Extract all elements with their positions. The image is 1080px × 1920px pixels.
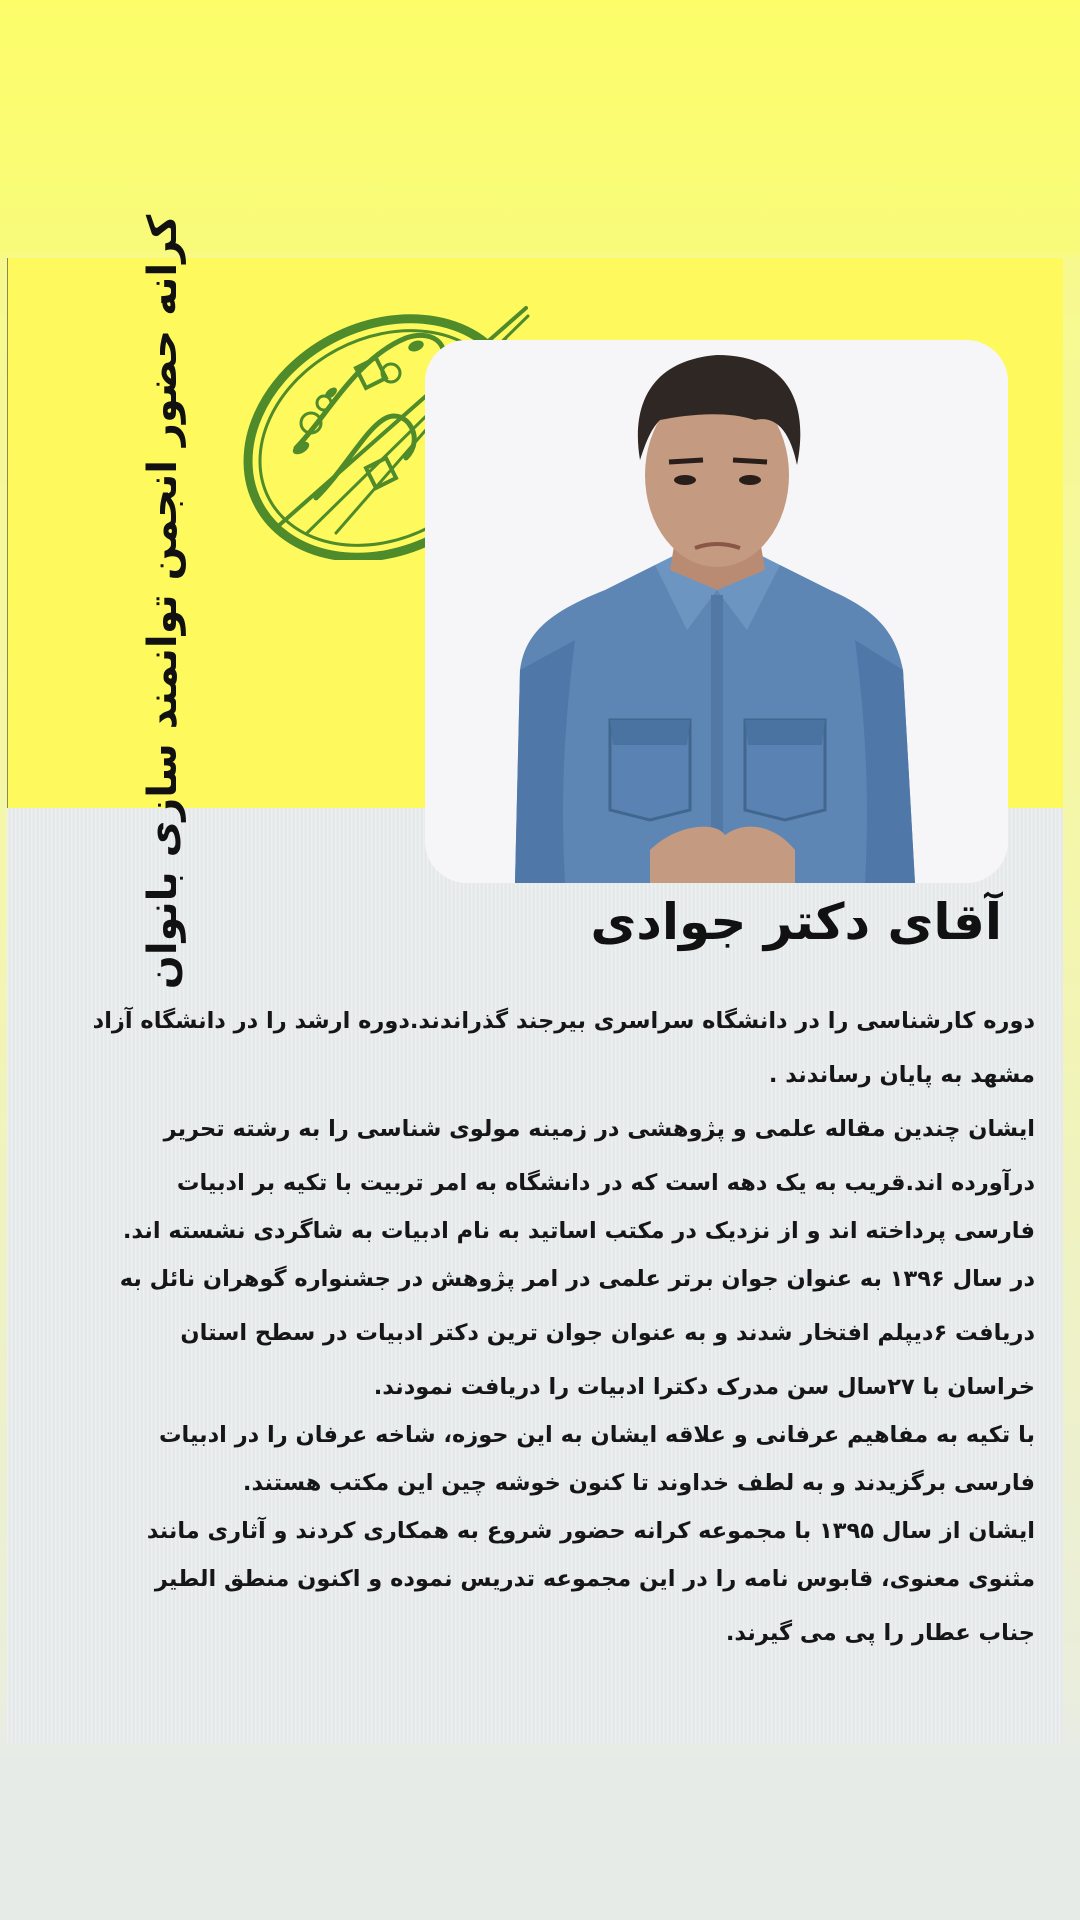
- person-name-heading: آقای دکتر جوادی: [590, 893, 1002, 951]
- bio-line: جناب عطار را پی می گیرند.: [725, 1620, 1035, 1646]
- bio-line: با تکیه به مفاهیم عرفانی و علاقه ایشان به این حوزه، شاخه عرفان را در ادبیات: [158, 1422, 1035, 1448]
- bio-line: مشهد به پایان رساندند .: [768, 1062, 1035, 1088]
- bio-line: دوره کارشناسی را در دانشگاه سراسری بیرجند گذراندند.دوره ارشد را در دانشگاه آزاد: [92, 1008, 1035, 1034]
- profile-photo: [425, 340, 1008, 883]
- bio-line: درآورده اند.قریب به یک دهه است که در دانشگاه به امر تربیت با تکیه بر ادبیات: [176, 1170, 1035, 1196]
- bio-line: فارسی پرداخته اند و از نزدیک در مکتب اساتید به نام ادبیات به شاگردی نشسته اند.: [122, 1218, 1035, 1244]
- card-left-edge: [7, 258, 8, 808]
- bio-line: در سال ۱۳۹۶ به عنوان جوان برتر علمی در امر پژوهش در جشنواره گوهران نائل به: [119, 1266, 1035, 1292]
- bio-line: خراسان با ۲۷سال سن مدرک دکترا ادبیات را دریافت نمودند.: [373, 1374, 1035, 1400]
- bio-line: دریافت ۶دیپلم افتخار شدند و به عنوان جوان ترین دکتر ادبیات در سطح استان: [180, 1320, 1035, 1346]
- bio-line: فارسی برگزیدند و به لطف خداوند تا کنون خوشه چین این مکتب هستند.: [242, 1470, 1035, 1496]
- bio-line: مثنوی معنوی، قابوس نامه را در این مجموعه تدریس نموده و اکنون منطق الطیر: [154, 1566, 1035, 1592]
- person-portrait-icon: [425, 340, 1008, 883]
- organization-vertical-title: [128, 214, 198, 990]
- bio-line: ایشان از سال ۱۳۹۵ با مجموعه کرانه حضور شروع به همکاری کردند و آثاری مانند: [146, 1518, 1035, 1544]
- biography-text: [55, 994, 1035, 1660]
- bio-line: ایشان چندین مقاله علمی و پژوهشی در زمینه مولوی شناسی را به رشته تحریر: [163, 1116, 1035, 1142]
- organization-title-text: کرانه حضور انجمن توانمند سازی بانوان: [140, 214, 186, 990]
